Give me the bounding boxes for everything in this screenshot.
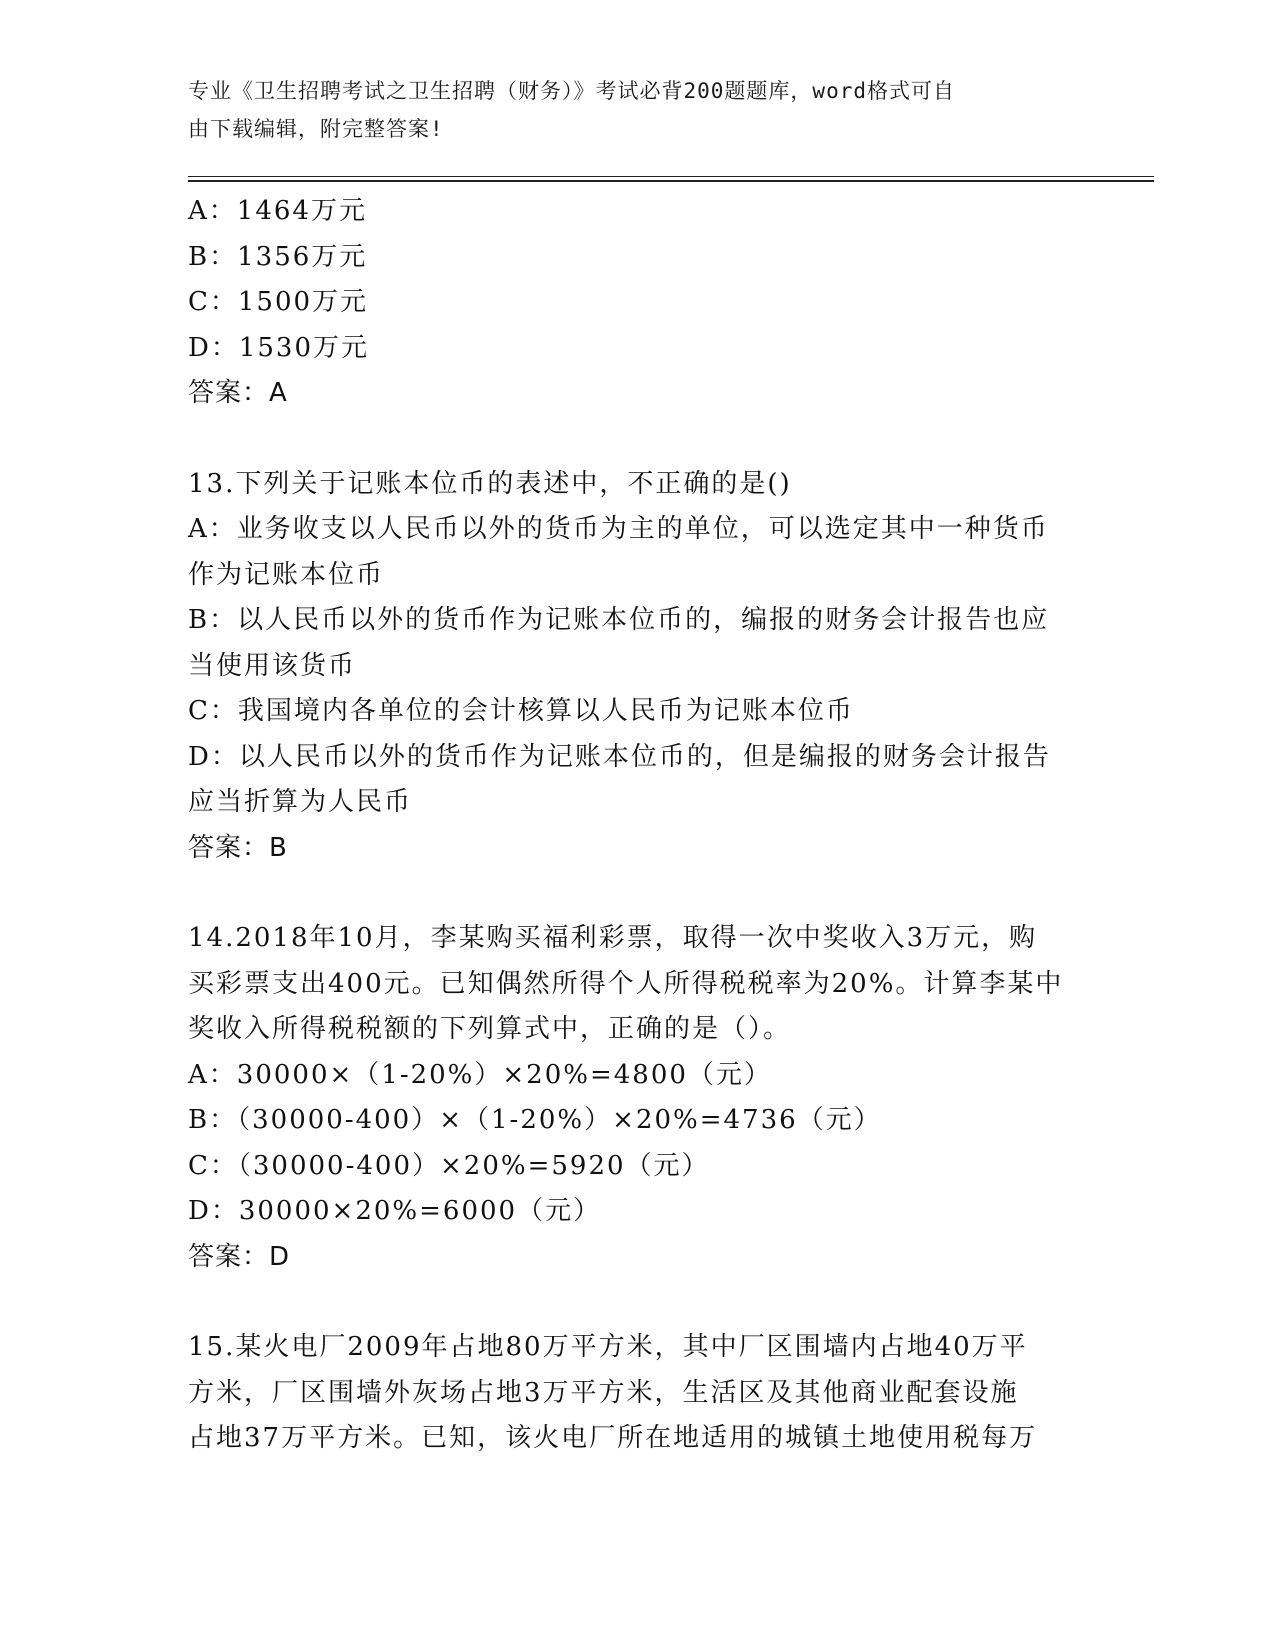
option-d: D：30000×20%=6000（元） — [188, 1196, 602, 1226]
question-15-stem-2: 方米，厂区围墙外灰场占地3万平方米，生活区及其他商业配套设施 — [188, 1377, 1019, 1408]
answer-13: 答案：B — [188, 832, 288, 863]
option-b-cont: 当使用该货币 — [188, 650, 357, 681]
answer-14: 答案：D — [188, 1241, 291, 1272]
header-divider-thin — [188, 176, 1154, 177]
option-c: C：（30000-400）×20%=5920（元） — [188, 1150, 710, 1181]
question-12-options — [188, 189, 1088, 417]
option-a: A：业务收支以人民币以外的货币为主的单位，可以选定其中一种货币 — [188, 514, 1049, 544]
question-14-stem-1: 14.2018年10月，李某购买福利彩票，取得一次中奖收入3万元，购 — [188, 923, 1038, 953]
option-a: A：30000×（1-20%）×20%=4800（元） — [188, 1059, 772, 1090]
spacer — [188, 417, 1088, 462]
question-15-stem-1: 15.某火电厂2009年占地80万平方米，其中厂区围墙内占地40万平 — [188, 1332, 1028, 1362]
spacer — [188, 871, 1088, 916]
header-line-1: 专业《卫生招聘考试之卫生招聘（财务）》考试必背200题题库，word格式可自 — [188, 79, 955, 103]
question-15 — [188, 1325, 1088, 1462]
question-13 — [188, 462, 1088, 872]
option-d: D：1530万元 — [188, 332, 370, 363]
header-line-2: 由下载编辑，附完整答案! — [188, 117, 444, 141]
spacer — [188, 1280, 1088, 1325]
question-14 — [188, 916, 1088, 1280]
option-b: B：以人民币以外的货币作为记账本位币的，编报的财务会计报告也应 — [188, 605, 1050, 635]
question-13-stem: 13.下列关于记账本位币的表述中，不正确的是() — [188, 468, 792, 499]
answer-12: 答案：A — [188, 378, 288, 408]
option-c: C：我国境内各单位的会计核算以人民币为记账本位币 — [188, 696, 854, 726]
option-d: D：以人民币以外的货币作为记账本位币的，但是编报的财务会计报告 — [188, 741, 1051, 772]
question-14-stem-3: 奖收入所得税税额的下列算式中，正确的是（）。 — [188, 1014, 792, 1044]
option-c: C：1500万元 — [188, 287, 369, 317]
document-body — [188, 189, 1088, 1462]
option-d-cont: 应当折算为人民币 — [188, 787, 413, 817]
question-14-stem-2: 买彩票支出400元。已知偶然所得个人所得税税率为20%。计算李某中 — [188, 968, 1064, 999]
question-15-stem-3: 占地37万平方米。已知，该火电厂所在地适用的城镇土地使用税每万 — [188, 1423, 1038, 1453]
option-a-cont: 作为记账本位币 — [188, 559, 385, 590]
header-divider-thick — [188, 180, 1154, 182]
option-b: B：（30000-400）×（1-20%）×20%=4736（元） — [188, 1105, 882, 1135]
option-b: B：1356万元 — [188, 241, 368, 272]
option-a: A：1464万元 — [188, 196, 367, 226]
document-header — [188, 72, 1068, 148]
